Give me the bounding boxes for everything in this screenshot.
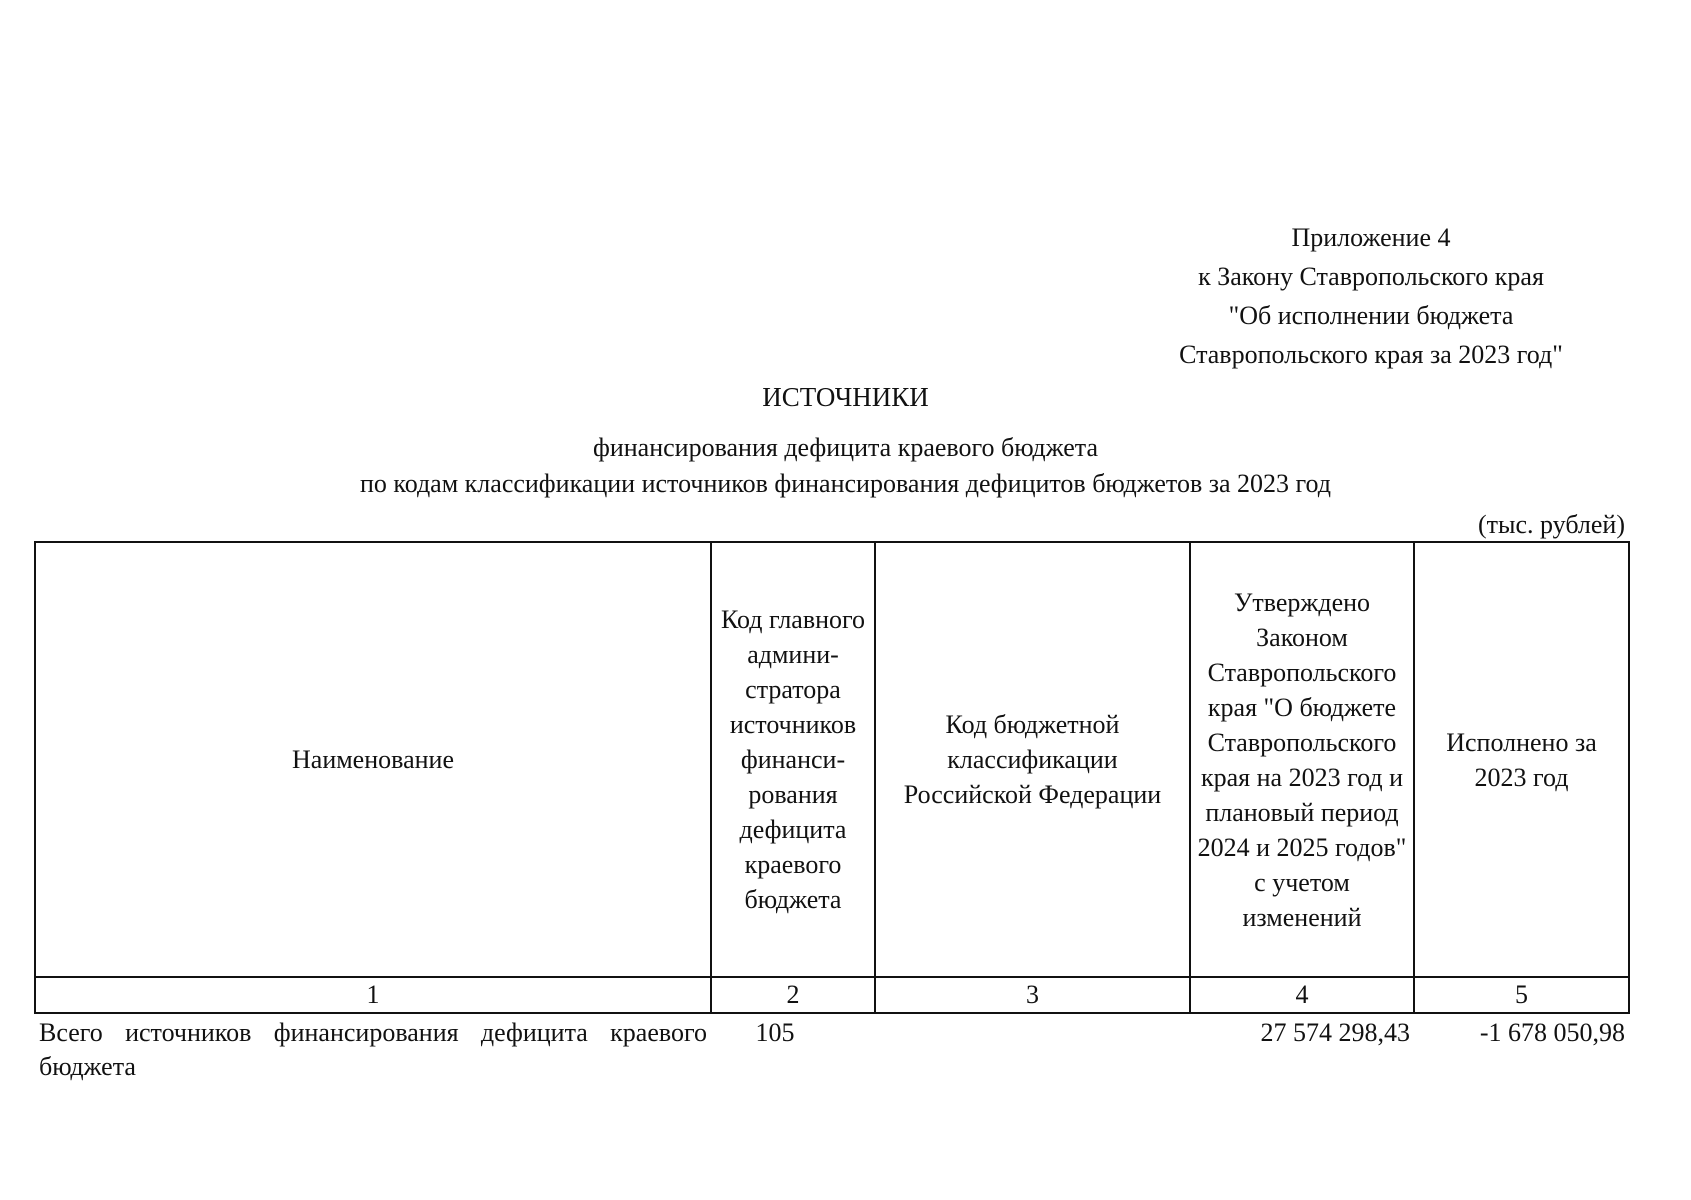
title-subtitle-2: по кодам классификации источников финансирования дефицитов бюджетов за 2023 год	[359, 469, 1332, 498]
column-number-1: 1	[35, 977, 711, 1013]
appendix-line-2: к Закону Ставропольского края	[1198, 262, 1544, 291]
row-executed: -1 678 050,98	[1479, 1018, 1625, 1047]
units-label: (тыс. рублей)	[1477, 510, 1625, 539]
row-budget-code	[875, 1013, 1190, 1086]
table-header-row	[35, 542, 1629, 977]
row-name: Всего источников финансирования дефицита краевого бюджета	[39, 1018, 707, 1081]
row-admin-code: 105	[755, 1018, 795, 1047]
row-approved: 27 574 298,43	[1260, 1018, 1410, 1047]
header-budget-code: Код бюджетной классификации Российской Федерации	[875, 542, 1190, 977]
title-main: ИСТОЧНИКИ	[762, 382, 929, 412]
header-executed: Исполнено за 2023 год	[1414, 542, 1629, 977]
sources-table	[34, 541, 1630, 1086]
document-title	[0, 378, 1691, 502]
table-row	[35, 1013, 1629, 1086]
appendix-header	[1111, 218, 1631, 374]
appendix-line-3: "Об исполнении бюджета	[1228, 301, 1514, 330]
header-approved: Утверждено Законом Ставропольского края "О бюджете Ставропольского края на 2023 год и плановый период 2024 и 2025 годов" с учетом изменений	[1190, 542, 1414, 977]
column-number-5: 5	[1414, 977, 1629, 1013]
header-admin-code: Код главного админи-стратора источников финанси-рования дефицита краевого бюджета	[711, 542, 875, 977]
column-number-2: 2	[711, 977, 875, 1013]
appendix-line-4: Ставропольского края за 2023 год"	[1179, 340, 1563, 369]
column-number-row	[35, 977, 1629, 1013]
title-subtitle-1: финансирования дефицита краевого бюджета	[592, 433, 1098, 462]
appendix-line-1: Приложение 4	[1291, 223, 1451, 252]
column-number-3: 3	[875, 977, 1190, 1013]
column-number-4: 4	[1190, 977, 1414, 1013]
header-name: Наименование	[35, 542, 711, 977]
